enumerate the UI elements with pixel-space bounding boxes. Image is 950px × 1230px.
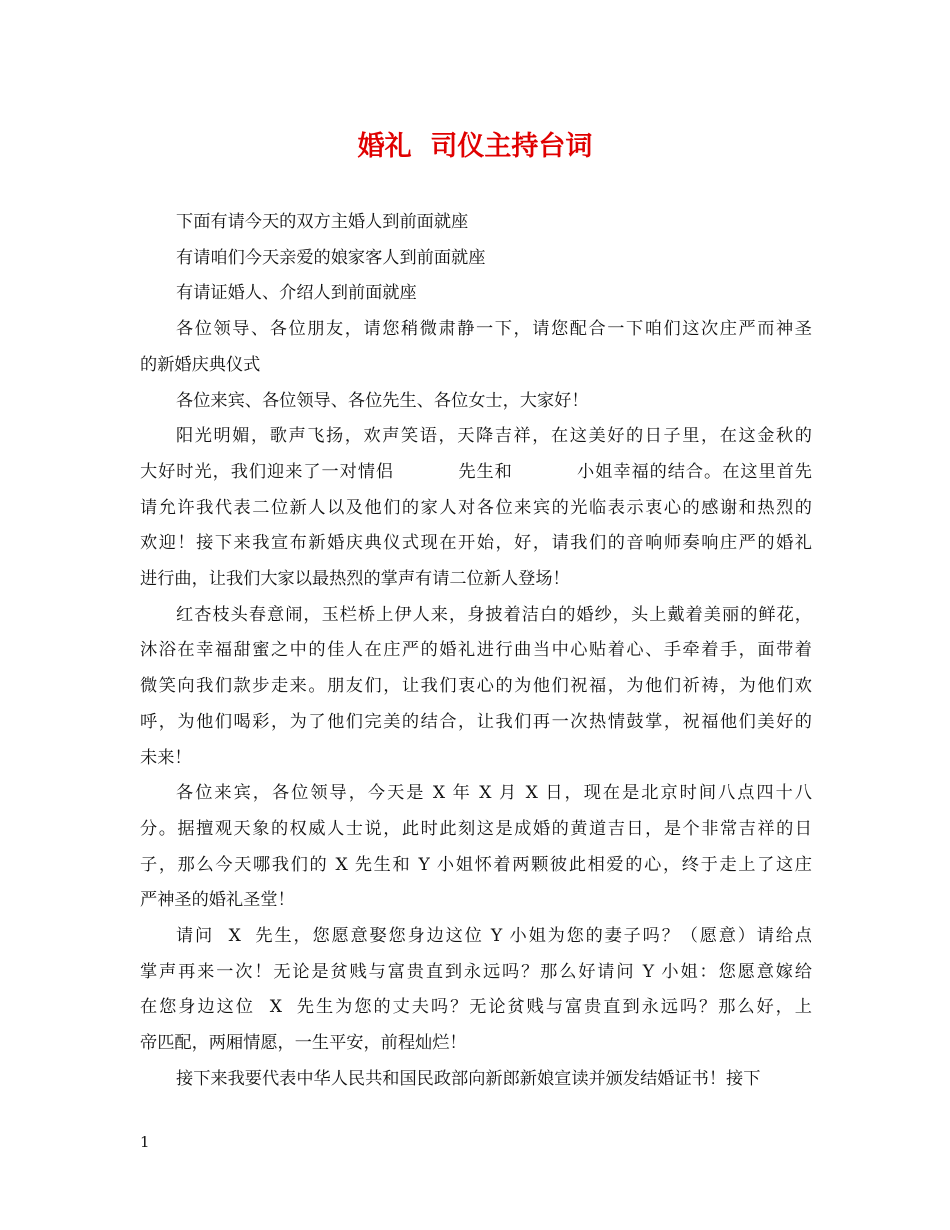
text-line: 掌声再来一次！无论是贫贱与富贵直到永远吗？那么好请问 Y 小姐：您愿意嫁给 [140,961,812,982]
paragraph [140,312,812,383]
text-line: 在您身边这位 X 先生为您的丈夫吗？无论贫贱与富贵直到永远吗？那么好，上 [140,997,812,1018]
paragraph [140,205,812,241]
text-line: 严神圣的婚礼圣堂！ [140,890,295,911]
text-line: 有请咱们今天亲爱的娘家客人到前面就座 [176,247,486,268]
text-line: 各位领导、各位朋友，请您稍微肃静一下，请您配合一下咱们这次庄严而神圣 [176,319,812,340]
text-line: 各位来宾，各位领导，今天是 X 年 X 月 X 日，现在是北京时间八点四十八 [176,783,812,804]
paragraph [140,919,812,1062]
paragraph [140,1062,812,1098]
text-line: 进行曲，让我们大家以最热烈的掌声有请二位新人登场！ [140,569,570,590]
paragraph [140,776,812,919]
text-line: 呼，为他们喝彩，为了他们完美的结合，让我们再一次热情鼓掌，祝福他们美好的 [140,711,812,732]
text-line: 沐浴在幸福甜蜜之中的佳人在庄严的婚礼进行曲当中心贴着心、手牵着手，面带着 [140,640,812,661]
text-line: 欢迎！接下来我宣布新婚庆典仪式现在开始，好，请我们的音响师奏响庄严的婚礼 [140,533,812,554]
paragraph [140,276,812,312]
text-line: 请问 X 先生，您愿意娶您身边这位 Y 小姐为您的妻子吗？（愿意）请给点 [176,926,812,947]
text-line: 分。据擅观天象的权威人士说，此时此刻这是成婚的黄道吉日，是个非常吉祥的日 [140,818,812,839]
text-line: 接下来我要代表中华人民共和国民政部向新郎新娘宣读并颁发结婚证书！接下 [176,1068,761,1089]
paragraph [140,241,812,277]
paragraph [140,384,812,420]
text-line: 红杏枝头春意闹，玉栏桥上伊人来，身披着洁白的婚纱，头上戴着美丽的鲜花， [176,604,812,625]
document-body [140,205,812,1098]
text-line: 有请证婚人、介绍人到前面就座 [176,283,417,304]
text-line: 阳光明媚，歌声飞扬，欢声笑语，天降吉祥，在这美好的日子里，在这金秋的 [176,426,812,447]
text-line: 请允许我代表二位新人以及他们的家人对各位来宾的光临表示衷心的感谢和热烈的 [140,497,812,518]
text-line: 子，那么今天哪我们的 X 先生和 Y 小姐怀着两颗彼此相爱的心，终于走上了这庄 [140,854,812,875]
page-number: 1 [140,1133,150,1151]
text-line: 各位来宾、各位领导、各位先生、各位女士，大家好！ [176,390,589,411]
text-line: 未来！ [140,747,192,768]
text-line: 大好时光，我们迎来了一对情侣 先生和 小姐幸福的结合。在这里首先 [140,461,812,482]
paragraph [140,598,812,777]
document-title: 婚礼 司仪主持台词 [357,131,593,162]
text-line: 微笑向我们款步走来。朋友们，让我们衷心的为他们祝福，为他们祈祷，为他们欢 [140,676,812,697]
text-line: 下面有请今天的双方主婚人到前面就座 [176,212,469,232]
text-line: 帝匹配，两厢情愿，一生平安，前程灿烂！ [140,1033,467,1054]
text-line: 的新婚庆典仪式 [140,354,261,375]
paragraph [140,419,812,598]
